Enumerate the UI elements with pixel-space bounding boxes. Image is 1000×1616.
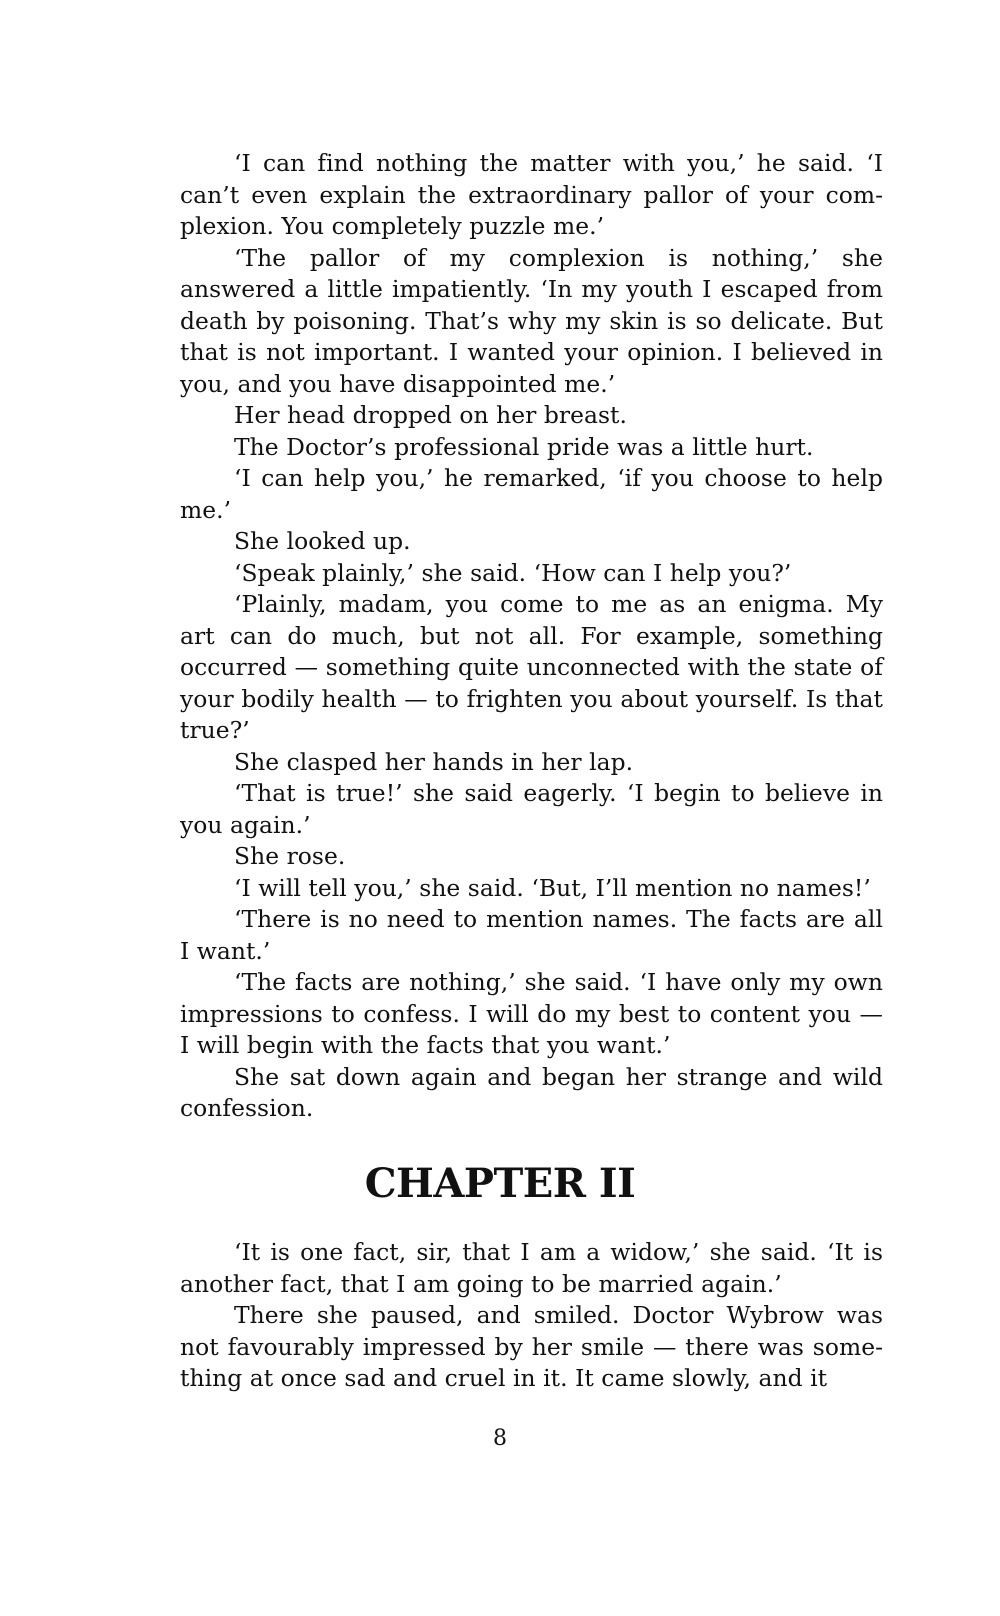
paragraph: She rose. xyxy=(234,842,346,870)
paragraph: ‘Plainly, madam, you come to me as an enigma. My art can do much, but not all. For example, something occurred — something quite unconnected with the state of your bodily health — to frighten you about yourself. Is that true?’ xyxy=(180,590,883,744)
paragraph: ‘It is one fact, sir, that I am a widow,’ she said. ‘It is another fact, that I am going to be married again.’ xyxy=(180,1238,883,1298)
paragraph: She looked up. xyxy=(234,527,411,555)
paragraph: She clasped her hands in her lap. xyxy=(234,747,634,776)
chapter-heading: CHAPTER II xyxy=(364,1160,636,1207)
body-text-section-1 xyxy=(180,148,883,1125)
paragraph: ‘I can help you,’ he remarked, ‘if you choose to help me.’ xyxy=(180,464,883,524)
page-number: 8 xyxy=(493,1426,507,1451)
paragraph: Her head dropped on her breast. xyxy=(234,401,627,429)
paragraph: ‘There is no need to mention names. The facts are all I want.’ xyxy=(180,905,883,965)
paragraph: There she paused, and smiled. Doctor Wybrow was not favourably impressed by her smile — there was something at once sad and cruel in it. It came slowly, and it xyxy=(180,1301,883,1392)
paragraph: ‘That is true!’ she said eagerly. ‘I begin to believe in you again.’ xyxy=(180,779,883,839)
paragraph: ‘Speak plainly,’ she said. ‘How can I help you?’ xyxy=(234,558,792,587)
paragraph: ‘I can find nothing the matter with you,’ he said. ‘I can’t even explain the extraordinary pallor of your complexion. You completely puzzle me.’ xyxy=(180,149,883,240)
paragraph: She sat down again and began her strange and wild confession. xyxy=(180,1062,883,1122)
paragraph: ‘I will tell you,’ she said. ‘But, I’ll mention no names!’ xyxy=(234,873,871,902)
body-text-section-2 xyxy=(180,1237,883,1395)
paragraph: The Doctor’s professional pride was a little hurt. xyxy=(234,432,814,461)
paragraph: ‘The facts are nothing,’ she said. ‘I have only my own impressions to confess. I will do my best to content you — I will begin with the facts that you want.’ xyxy=(180,968,883,1059)
paragraph: ‘The pallor of my complexion is nothing,’ she answered a little impatiently. ‘In my youth I escaped from death by poisoning. That’s why my skin is so delicate. But that is not important. I wanted your opinion. I believed in you, and you have disappointed me.’ xyxy=(180,243,883,398)
